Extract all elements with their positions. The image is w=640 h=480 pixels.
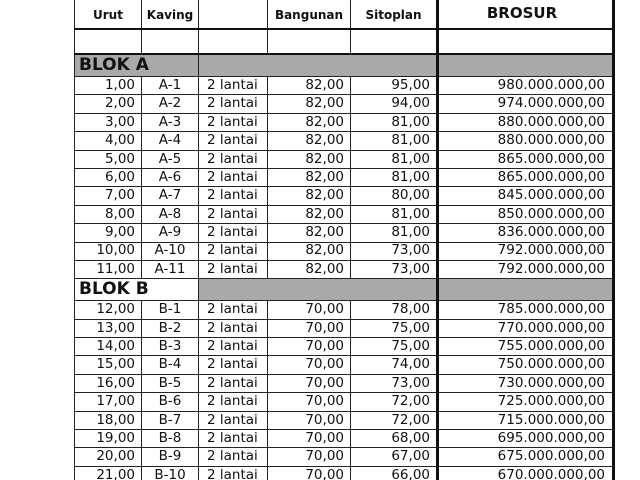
unit-type: 2 lantai bbox=[199, 338, 268, 356]
building-area: 70,00 bbox=[268, 319, 351, 337]
unit-code: A-8 bbox=[142, 205, 199, 223]
unit-type: 2 lantai bbox=[199, 95, 268, 113]
table-row bbox=[75, 430, 614, 448]
table-row bbox=[75, 338, 614, 356]
table-row bbox=[75, 95, 614, 113]
header-row bbox=[75, 0, 614, 29]
table-row bbox=[75, 260, 614, 278]
unit-price: 845.000.000,00 bbox=[438, 187, 614, 205]
building-area: 82,00 bbox=[268, 224, 351, 242]
unit-type: 2 lantai bbox=[199, 205, 268, 223]
table-row bbox=[75, 113, 614, 131]
land-area: 73,00 bbox=[351, 242, 438, 260]
row-number: 18,00 bbox=[75, 411, 142, 429]
row-number: 20,00 bbox=[75, 448, 142, 466]
row-number: 9,00 bbox=[75, 224, 142, 242]
land-area: 68,00 bbox=[351, 430, 438, 448]
unit-type: 2 lantai bbox=[199, 448, 268, 466]
unit-type: 2 lantai bbox=[199, 466, 268, 480]
unit-price: 792.000.000,00 bbox=[438, 242, 614, 260]
unit-type: 2 lantai bbox=[199, 393, 268, 411]
unit-price: 725.000.000,00 bbox=[438, 393, 614, 411]
row-number: 13,00 bbox=[75, 319, 142, 337]
land-area: 75,00 bbox=[351, 338, 438, 356]
land-area: 94,00 bbox=[351, 95, 438, 113]
header-unit: Kaving bbox=[142, 0, 199, 29]
row-number: 17,00 bbox=[75, 393, 142, 411]
row-number: 11,00 bbox=[75, 260, 142, 278]
row-number: 8,00 bbox=[75, 205, 142, 223]
block-header-row bbox=[75, 54, 614, 77]
table-row bbox=[75, 77, 614, 95]
unit-type: 2 lantai bbox=[199, 77, 268, 95]
building-area: 82,00 bbox=[268, 242, 351, 260]
block-fill bbox=[199, 279, 438, 301]
table-row bbox=[75, 132, 614, 150]
building-area: 82,00 bbox=[268, 187, 351, 205]
land-area: 73,00 bbox=[351, 260, 438, 278]
unit-price: 980.000.000,00 bbox=[438, 77, 614, 95]
unit-price: 730.000.000,00 bbox=[438, 374, 614, 392]
land-area: 81,00 bbox=[351, 132, 438, 150]
unit-code: B-2 bbox=[142, 319, 199, 337]
unit-type: 2 lantai bbox=[199, 430, 268, 448]
land-area: 81,00 bbox=[351, 168, 438, 186]
unit-code: A-1 bbox=[142, 77, 199, 95]
unit-price: 880.000.000,00 bbox=[438, 113, 614, 131]
header-land-area: Sitoplan bbox=[351, 0, 438, 29]
land-area: 95,00 bbox=[351, 77, 438, 95]
row-number: 7,00 bbox=[75, 187, 142, 205]
unit-price: 675.000.000,00 bbox=[438, 448, 614, 466]
header-no: Urut bbox=[75, 0, 142, 29]
unit-code: A-10 bbox=[142, 242, 199, 260]
table-row bbox=[75, 374, 614, 392]
row-number: 6,00 bbox=[75, 168, 142, 186]
table-row bbox=[75, 393, 614, 411]
building-area: 70,00 bbox=[268, 466, 351, 480]
building-area: 70,00 bbox=[268, 301, 351, 319]
spacer-row bbox=[75, 29, 614, 54]
unit-code: A-2 bbox=[142, 95, 199, 113]
table-row bbox=[75, 319, 614, 337]
row-number: 3,00 bbox=[75, 113, 142, 131]
unit-type: 2 lantai bbox=[199, 132, 268, 150]
building-area: 70,00 bbox=[268, 374, 351, 392]
building-area: 70,00 bbox=[268, 448, 351, 466]
building-area: 82,00 bbox=[268, 132, 351, 150]
unit-type: 2 lantai bbox=[199, 113, 268, 131]
unit-code: B-9 bbox=[142, 448, 199, 466]
row-number: 16,00 bbox=[75, 374, 142, 392]
building-area: 82,00 bbox=[268, 77, 351, 95]
unit-type: 2 lantai bbox=[199, 319, 268, 337]
table-row bbox=[75, 224, 614, 242]
unit-price: 836.000.000,00 bbox=[438, 224, 614, 242]
block-label: BLOK A bbox=[75, 54, 199, 77]
land-area: 80,00 bbox=[351, 187, 438, 205]
unit-type: 2 lantai bbox=[199, 356, 268, 374]
land-area: 73,00 bbox=[351, 374, 438, 392]
building-area: 70,00 bbox=[268, 338, 351, 356]
table-row bbox=[75, 448, 614, 466]
unit-code: B-10 bbox=[142, 466, 199, 480]
price-table-body bbox=[75, 0, 614, 480]
unit-code: A-5 bbox=[142, 150, 199, 168]
building-area: 82,00 bbox=[268, 168, 351, 186]
unit-code: A-11 bbox=[142, 260, 199, 278]
building-area: 70,00 bbox=[268, 356, 351, 374]
land-area: 81,00 bbox=[351, 205, 438, 223]
row-number: 1,00 bbox=[75, 77, 142, 95]
unit-type: 2 lantai bbox=[199, 224, 268, 242]
building-area: 70,00 bbox=[268, 411, 351, 429]
row-number: 10,00 bbox=[75, 242, 142, 260]
unit-code: B-6 bbox=[142, 393, 199, 411]
price-table bbox=[74, 0, 615, 480]
unit-price: 770.000.000,00 bbox=[438, 319, 614, 337]
land-area: 81,00 bbox=[351, 150, 438, 168]
unit-code: B-1 bbox=[142, 301, 199, 319]
table-row bbox=[75, 150, 614, 168]
land-area: 75,00 bbox=[351, 319, 438, 337]
land-area: 74,00 bbox=[351, 356, 438, 374]
row-number: 4,00 bbox=[75, 132, 142, 150]
table-row bbox=[75, 411, 614, 429]
unit-code: A-4 bbox=[142, 132, 199, 150]
row-number: 14,00 bbox=[75, 338, 142, 356]
building-area: 82,00 bbox=[268, 95, 351, 113]
unit-type: 2 lantai bbox=[199, 168, 268, 186]
unit-price: 755.000.000,00 bbox=[438, 338, 614, 356]
block-fill bbox=[199, 54, 438, 77]
header-type bbox=[199, 0, 268, 29]
unit-price: 695.000.000,00 bbox=[438, 430, 614, 448]
building-area: 82,00 bbox=[268, 113, 351, 131]
table-row bbox=[75, 205, 614, 223]
land-area: 72,00 bbox=[351, 393, 438, 411]
unit-code: B-8 bbox=[142, 430, 199, 448]
unit-code: B-7 bbox=[142, 411, 199, 429]
header-price: BROSUR bbox=[438, 0, 614, 29]
unit-code: B-3 bbox=[142, 338, 199, 356]
unit-type: 2 lantai bbox=[199, 242, 268, 260]
land-area: 81,00 bbox=[351, 113, 438, 131]
table-row bbox=[75, 356, 614, 374]
building-area: 70,00 bbox=[268, 393, 351, 411]
table-row bbox=[75, 301, 614, 319]
row-number: 12,00 bbox=[75, 301, 142, 319]
unit-type: 2 lantai bbox=[199, 301, 268, 319]
unit-type: 2 lantai bbox=[199, 150, 268, 168]
unit-code: A-6 bbox=[142, 168, 199, 186]
header-building-area: Bangunan bbox=[268, 0, 351, 29]
row-number: 21,00 bbox=[75, 466, 142, 480]
row-number: 19,00 bbox=[75, 430, 142, 448]
unit-price: 715.000.000,00 bbox=[438, 411, 614, 429]
land-area: 81,00 bbox=[351, 224, 438, 242]
unit-price: 880.000.000,00 bbox=[438, 132, 614, 150]
building-area: 82,00 bbox=[268, 205, 351, 223]
block-fill-price bbox=[438, 279, 614, 301]
unit-price: 974.000.000,00 bbox=[438, 95, 614, 113]
land-area: 66,00 bbox=[351, 466, 438, 480]
land-area: 78,00 bbox=[351, 301, 438, 319]
unit-code: B-4 bbox=[142, 356, 199, 374]
unit-price: 670.000.000,00 bbox=[438, 466, 614, 480]
unit-price: 785.000.000,00 bbox=[438, 301, 614, 319]
block-header-row bbox=[75, 279, 614, 301]
unit-type: 2 lantai bbox=[199, 374, 268, 392]
unit-price: 865.000.000,00 bbox=[438, 150, 614, 168]
row-number: 15,00 bbox=[75, 356, 142, 374]
block-fill-price bbox=[438, 54, 614, 77]
table-row bbox=[75, 466, 614, 480]
row-number: 2,00 bbox=[75, 95, 142, 113]
unit-price: 865.000.000,00 bbox=[438, 168, 614, 186]
unit-code: B-5 bbox=[142, 374, 199, 392]
unit-code: A-7 bbox=[142, 187, 199, 205]
unit-type: 2 lantai bbox=[199, 187, 268, 205]
unit-code: A-3 bbox=[142, 113, 199, 131]
land-area: 72,00 bbox=[351, 411, 438, 429]
unit-price: 750.000.000,00 bbox=[438, 356, 614, 374]
table-row bbox=[75, 168, 614, 186]
table-row bbox=[75, 187, 614, 205]
building-area: 82,00 bbox=[268, 150, 351, 168]
table-row bbox=[75, 242, 614, 260]
land-area: 67,00 bbox=[351, 448, 438, 466]
block-label: BLOK B bbox=[75, 279, 199, 301]
building-area: 70,00 bbox=[268, 430, 351, 448]
unit-price: 850.000.000,00 bbox=[438, 205, 614, 223]
building-area: 82,00 bbox=[268, 260, 351, 278]
unit-type: 2 lantai bbox=[199, 260, 268, 278]
unit-type: 2 lantai bbox=[199, 411, 268, 429]
unit-price: 792.000.000,00 bbox=[438, 260, 614, 278]
unit-code: A-9 bbox=[142, 224, 199, 242]
row-number: 5,00 bbox=[75, 150, 142, 168]
